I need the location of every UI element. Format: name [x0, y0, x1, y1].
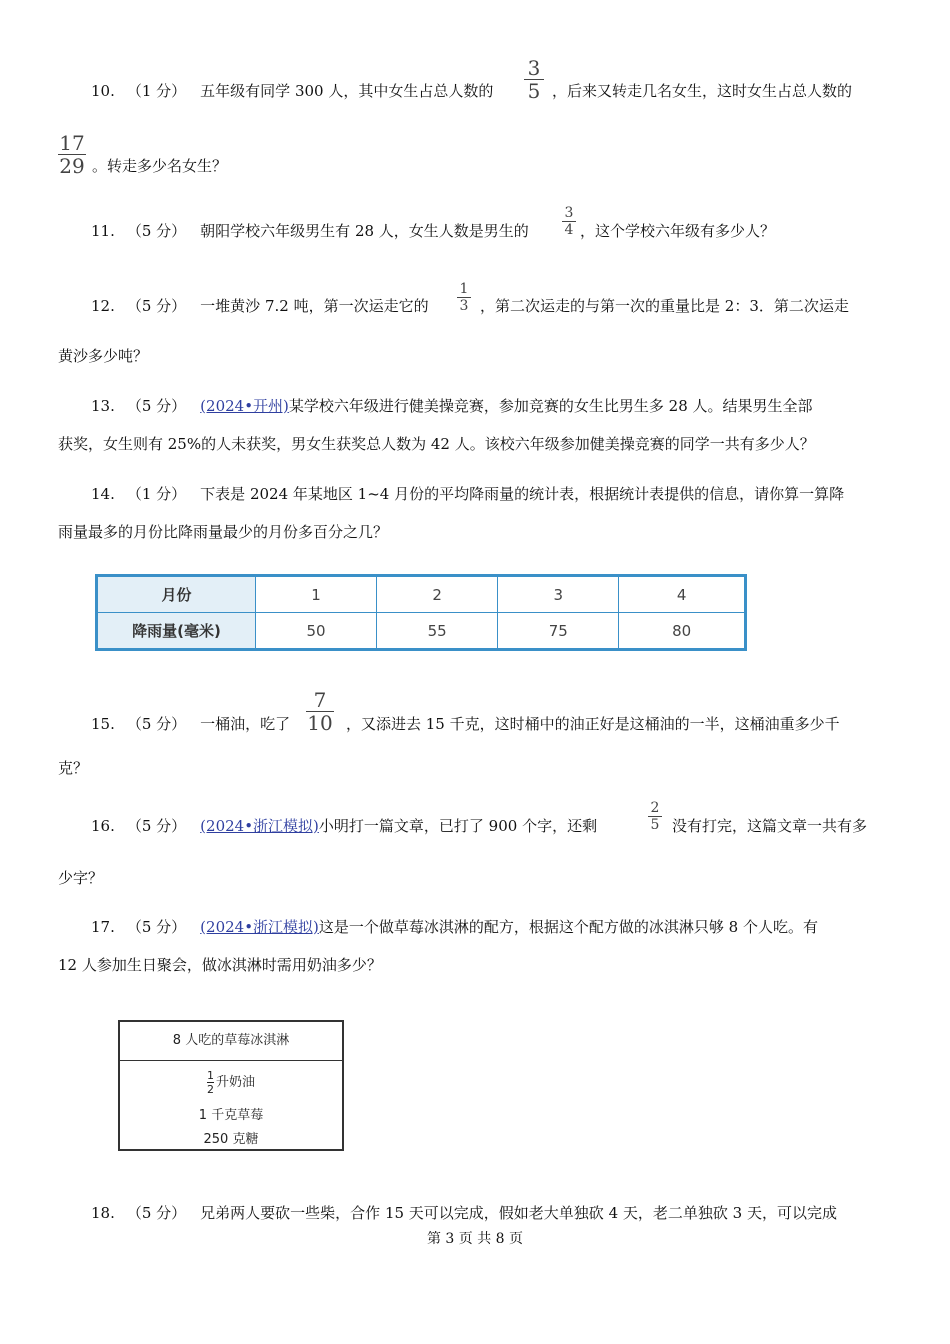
question-16-text-c: 少字？: [58, 869, 104, 887]
question-text: 一堆黄沙 7.2 吨，第一次运走它的: [200, 297, 429, 315]
fraction-3-5: 3 5: [524, 58, 544, 101]
question-15-line1: [91, 714, 290, 734]
question-12-text-b: ，第二次运走的与第一次的重量比是 2：3．第二次运走: [480, 297, 849, 315]
question-score: （1 分）: [126, 485, 187, 503]
table-header-rainfall: 降雨量(毫米): [97, 613, 256, 650]
fraction-1-2: $\frac{1}{2}$: [206, 1069, 214, 1096]
recipe-item-sugar: 250 克糖: [203, 1132, 259, 1147]
question-number: 14.: [91, 485, 115, 503]
fraction-17-29: 17 29: [59, 131, 85, 178]
table-cell: 75: [498, 613, 619, 650]
table-cell: 1: [256, 576, 377, 613]
question-13-line1: [91, 396, 813, 416]
question-score: （5 分）: [126, 715, 187, 733]
page-footer: 第 3 页 共 8 页: [426, 1231, 524, 1247]
question-17-line2: 12 人参加生日聚会，做冰淇淋时需用奶油多少？: [58, 956, 382, 974]
table-cell: 55: [377, 613, 498, 650]
question-17-line1: [91, 917, 818, 937]
question-source-link[interactable]: (2024•开州): [200, 397, 289, 415]
question-text: 一桶油，吃了: [200, 715, 291, 733]
question-score: （5 分）: [126, 1204, 187, 1222]
question-12-text-c: 黄沙多少吨？: [58, 347, 149, 365]
question-11: [91, 221, 529, 241]
table-cell: 4: [619, 576, 746, 613]
question-source-link[interactable]: (2024•浙江模拟): [200, 817, 319, 835]
question-text: 朝阳学校六年级男生有 28 人，女生人数是男生的: [200, 222, 529, 240]
question-number: 16.: [91, 817, 115, 835]
question-score: （5 分）: [126, 918, 187, 936]
question-text: 小明打一篇文章，已打了 900 个字，还剩: [318, 817, 598, 835]
table-row: [97, 613, 746, 650]
question-15-text-b: ，又添进去 15 千克，这时桶中的油正好是这桶油的一半，这桶油重多少千: [346, 715, 840, 733]
table-cell: 3: [498, 576, 619, 613]
recipe-item-cream: $\frac{1}{2}$ 升奶油: [206, 1069, 255, 1096]
question-text: 兄弟两人要砍一些柴，合作 15 天可以完成，假如老大单独砍 4 天，老二单独砍 3 天，可以完成: [200, 1204, 837, 1222]
question-score: （1 分）: [126, 82, 187, 100]
question-number: 11.: [91, 222, 115, 240]
question-10-text-c: 。转走多少名女生？: [92, 157, 228, 175]
question-number: 12.: [91, 297, 115, 315]
recipe-title: 8 人吃的草莓冰淇淋: [120, 1022, 342, 1061]
question-score: （5 分）: [126, 817, 187, 835]
table-row: [97, 576, 746, 613]
fraction-7-10: 7 10: [307, 688, 333, 735]
rainfall-table: [95, 574, 747, 651]
question-text: 这是一个做草莓冰淇淋的配方，根据这个配方做的冰淇淋只够 8 个人吃。有: [318, 918, 818, 936]
question-15-text-c: 克？: [58, 759, 89, 777]
question-text: 下表是 2024 年某地区 1~4 月份的平均降雨量的统计表，根据统计表提供的信息，请你算一算降: [200, 485, 845, 503]
question-18-line1: [91, 1203, 837, 1223]
question-12-line1: [91, 296, 429, 316]
question-score: （5 分）: [126, 397, 187, 415]
question-number: 13.: [91, 397, 115, 415]
question-number: 17.: [91, 918, 115, 936]
question-number: 10.: [91, 82, 115, 100]
table-cell: 2: [377, 576, 498, 613]
question-source-link[interactable]: (2024•浙江模拟): [200, 918, 319, 936]
question-14-line2: 雨量最多的月份比降雨量最少的月份多百分之几？: [58, 523, 389, 541]
question-10-line1: [91, 81, 493, 101]
question-11-text-b: ，这个学校六年级有多少人？: [580, 222, 776, 240]
table-cell: 80: [619, 613, 746, 650]
recipe-card: [118, 1020, 344, 1151]
question-14-line1: [91, 484, 844, 504]
question-16-line1: [91, 816, 597, 836]
question-13-line2: 获奖，女生则有 25%的人未获奖，男女生获奖总人数为 42 人。该校六年级参加健美操竞赛的同学一共有多少人？: [58, 435, 815, 453]
fraction-3-4: 3 4: [562, 206, 576, 237]
table-cell: 50: [256, 613, 377, 650]
question-number: 15.: [91, 715, 115, 733]
fraction-2-5: 2 5: [648, 801, 662, 832]
table-header-month: 月份: [97, 576, 256, 613]
question-text: 五年级有同学 300 人，其中女生占总人数的: [200, 82, 494, 100]
question-text: 某学校六年级进行健美操竞赛，参加竞赛的女生比男生多 28 人。结果男生全部: [288, 397, 813, 415]
question-10-text-b: ，后来又转走几名女生，这时女生占总人数的: [552, 82, 853, 100]
question-score: （5 分）: [126, 222, 187, 240]
question-number: 18.: [91, 1204, 115, 1222]
question-16-text-b: 没有打完，这篇文章一共有多: [672, 817, 868, 835]
recipe-item-strawberry: 1 千克草莓: [198, 1108, 264, 1123]
fraction-1-3: 1 3: [457, 282, 471, 313]
question-score: （5 分）: [126, 297, 187, 315]
